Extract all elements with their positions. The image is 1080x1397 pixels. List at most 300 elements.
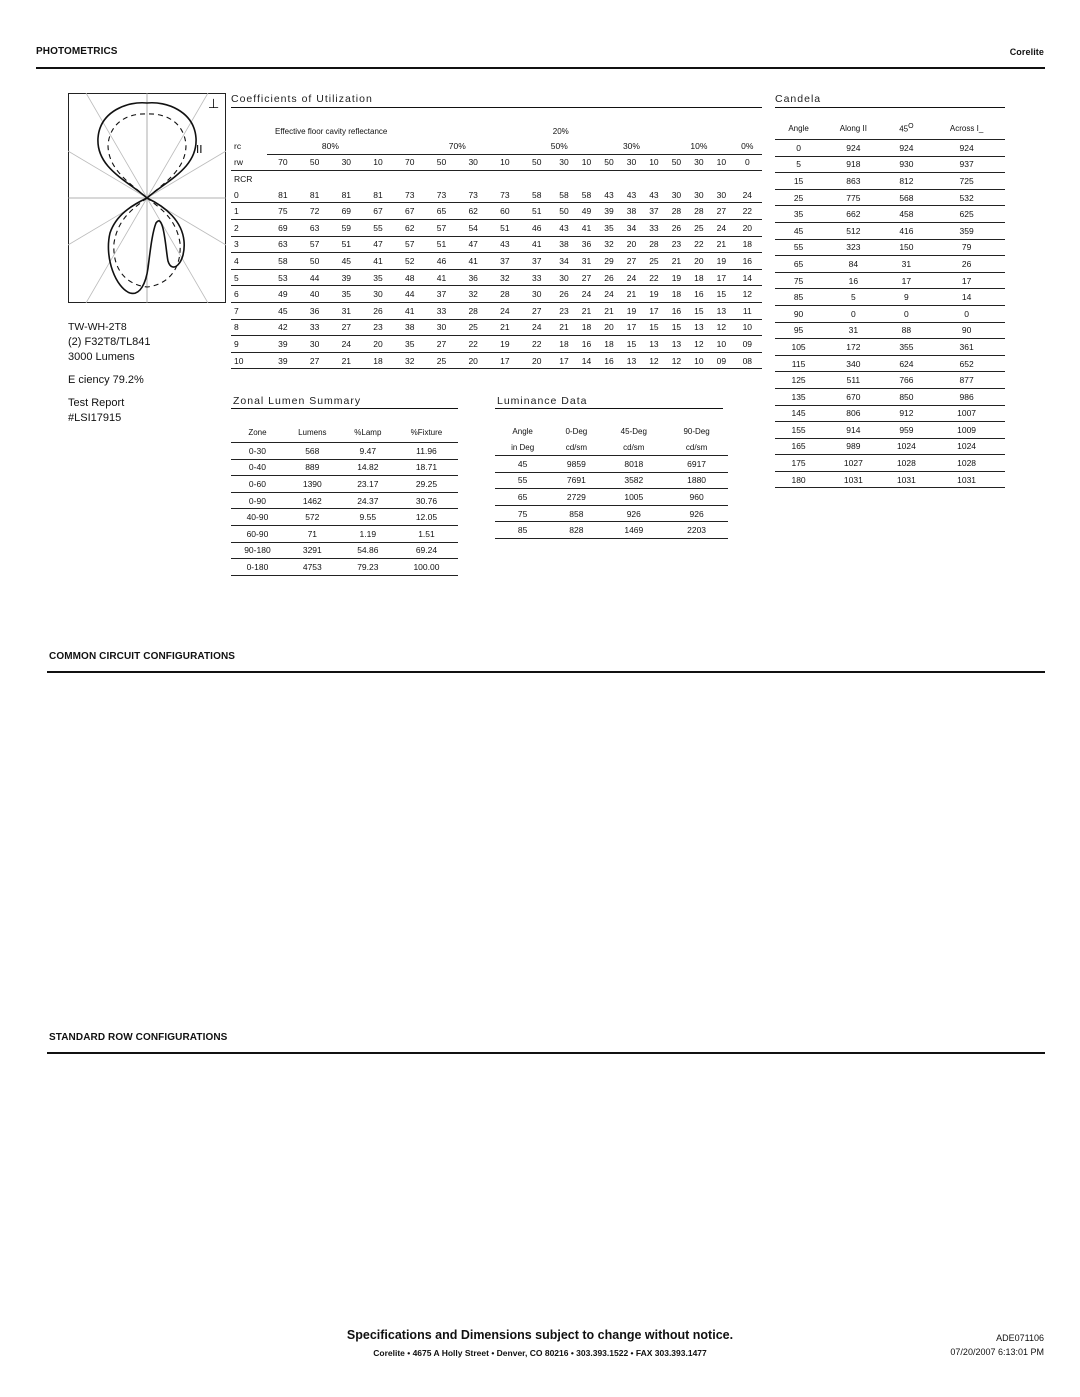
cu-cell: 15 — [620, 336, 642, 353]
candela-body — [775, 140, 1005, 488]
cu-cell: 31 — [575, 253, 597, 270]
candela-header-row — [775, 117, 1005, 140]
candela-cell: 180 — [775, 471, 822, 488]
cu-cell: 73 — [457, 187, 489, 203]
header-rule — [36, 67, 1045, 69]
cu-cell: 30 — [299, 336, 331, 353]
cu-rw-cell: 50 — [665, 154, 687, 171]
cu-rw-cell: 50 — [426, 154, 458, 171]
candela-header-45-text: 45 — [899, 124, 909, 134]
cu-rc-10: 10% — [665, 138, 732, 154]
candela-cell: 937 — [928, 156, 1005, 173]
candela-cell: 670 — [822, 388, 885, 405]
candela-cell: 863 — [822, 173, 885, 190]
luminance-table — [495, 424, 728, 539]
luminance-row — [495, 505, 728, 522]
candela-cell: 85 — [775, 289, 822, 306]
cu-cell: 26 — [553, 286, 575, 303]
candela-header-across: Across I_ — [928, 117, 1005, 140]
cu-cell: 23 — [362, 319, 394, 336]
candela-cell: 416 — [885, 222, 929, 239]
cu-cell: 12 — [665, 352, 687, 369]
cu-cell: 49 — [267, 286, 299, 303]
footer-notice: Specifications and Dimensions subject to change without notice. — [346, 1328, 734, 1342]
luminance-cell: 2729 — [550, 489, 602, 506]
candela-cell: 512 — [822, 222, 885, 239]
zonal-cell: 18.71 — [395, 459, 458, 476]
footer-timestamp: 07/20/2007 6:13:01 PM — [950, 1347, 1044, 1357]
candela-cell: 17 — [928, 272, 1005, 289]
cu-cell: 10 — [710, 336, 732, 353]
cu-cell: 23 — [553, 302, 575, 319]
cu-cell: 39 — [598, 203, 620, 220]
cu-cell: 34 — [553, 253, 575, 270]
zonal-cell: 889 — [284, 459, 341, 476]
cu-cell: 12 — [710, 319, 732, 336]
zonal-cell: 30.76 — [395, 492, 458, 509]
cu-cell: 60 — [489, 203, 521, 220]
zonal-cell: 54.86 — [341, 542, 395, 559]
candela-cell: 155 — [775, 422, 822, 439]
cu-cell: 21 — [489, 319, 521, 336]
candela-row — [775, 405, 1005, 422]
luminance-body — [495, 456, 728, 539]
cu-cell: 21 — [620, 286, 642, 303]
test-report-label: Test Report — [68, 397, 125, 409]
cu-cell: 54 — [457, 219, 489, 236]
candela-cell: 88 — [885, 322, 929, 339]
cu-cell: 30 — [665, 187, 687, 203]
luminance-cell: 926 — [665, 505, 728, 522]
zonal-table-container — [231, 422, 458, 576]
cu-rc-70: 70% — [394, 138, 521, 154]
luminance-header-90deg: 90-Deg — [683, 427, 710, 436]
cu-cell: 16 — [665, 302, 687, 319]
candela-cell: 175 — [775, 455, 822, 472]
cu-rc-30: 30% — [598, 138, 665, 154]
luminance-title-rule — [495, 408, 723, 409]
cu-cell: 9 — [231, 336, 267, 353]
candela-row — [775, 140, 1005, 157]
candela-cell: 125 — [775, 372, 822, 389]
cu-row — [231, 203, 762, 220]
cu-row — [231, 219, 762, 236]
cu-cell: 14 — [575, 352, 597, 369]
candela-cell: 14 — [928, 289, 1005, 306]
cu-cell: 10 — [688, 352, 710, 369]
candela-cell: 145 — [775, 405, 822, 422]
zonal-title: Zonal Lumen Summary — [233, 395, 362, 407]
candela-cell: 55 — [775, 239, 822, 256]
candela-title-rule — [775, 107, 1005, 108]
cu-cell: 31 — [330, 302, 362, 319]
cu-cell: 25 — [457, 319, 489, 336]
zonal-cell: 79.23 — [341, 559, 395, 576]
candela-cell: 45 — [775, 222, 822, 239]
candela-cell: 16 — [822, 272, 885, 289]
zonal-cell: 9.55 — [341, 509, 395, 526]
brand-name: Corelite — [1009, 47, 1044, 57]
cu-cell: 18 — [733, 236, 762, 253]
cu-rw-cell: 10 — [489, 154, 521, 171]
cu-cell: 36 — [299, 302, 331, 319]
cu-cell: 75 — [267, 203, 299, 220]
cu-cell: 38 — [620, 203, 642, 220]
candela-cell: 75 — [775, 272, 822, 289]
cu-cell: 20 — [620, 236, 642, 253]
cu-cell: 81 — [267, 187, 299, 203]
cu-cell: 21 — [330, 352, 362, 369]
cu-cell: 22 — [733, 203, 762, 220]
cu-cell: 09 — [710, 352, 732, 369]
cu-table-container — [231, 124, 762, 369]
cu-cell: 38 — [394, 319, 426, 336]
cu-rw-cell: 10 — [575, 154, 597, 171]
cu-cell: 19 — [710, 253, 732, 270]
cu-cell: 55 — [362, 219, 394, 236]
candela-cell: 766 — [885, 372, 929, 389]
luminance-cell: 828 — [550, 522, 602, 539]
candela-cell: 1024 — [885, 438, 929, 455]
cu-cell: 11 — [733, 302, 762, 319]
candela-row — [775, 272, 1005, 289]
cu-cell: 25 — [688, 219, 710, 236]
zonal-cell: 90-180 — [231, 542, 284, 559]
cu-cell: 30 — [426, 319, 458, 336]
candela-row — [775, 339, 1005, 356]
luminance-sub-cdsm-45: cd/sm — [602, 439, 665, 456]
candela-cell: 924 — [822, 140, 885, 157]
candela-cell: 914 — [822, 422, 885, 439]
cu-cell: 40 — [299, 286, 331, 303]
cu-cell: 73 — [489, 187, 521, 203]
cu-cell: 51 — [426, 236, 458, 253]
candela-cell: 115 — [775, 355, 822, 372]
cu-cell: 43 — [553, 219, 575, 236]
cu-rw-cell: 30 — [330, 154, 362, 171]
cu-cell: 41 — [362, 253, 394, 270]
candela-cell: 9 — [885, 289, 929, 306]
diagram-ray — [147, 151, 226, 198]
cu-rw-cell: 0 — [733, 154, 762, 171]
zonal-cell: 4753 — [284, 559, 341, 576]
cu-body — [231, 187, 762, 369]
candela-row — [775, 189, 1005, 206]
cu-cell: 44 — [394, 286, 426, 303]
cu-cell: 35 — [394, 336, 426, 353]
cu-cell: 62 — [457, 203, 489, 220]
candela-cell: 877 — [928, 372, 1005, 389]
cu-cell: 58 — [553, 187, 575, 203]
cu-cell: 59 — [330, 219, 362, 236]
cu-cell: 30 — [553, 269, 575, 286]
cu-cell: 49 — [575, 203, 597, 220]
cu-cell: 81 — [362, 187, 394, 203]
cu-cell: 15 — [710, 286, 732, 303]
zonal-cell: 0-40 — [231, 459, 284, 476]
cu-cell: 29 — [598, 253, 620, 270]
candela-cell: 959 — [885, 422, 929, 439]
cu-cell: 30 — [710, 187, 732, 203]
cu-cell: 45 — [330, 253, 362, 270]
luminance-header-row — [495, 424, 728, 439]
luminance-cell: 9859 — [550, 456, 602, 473]
cu-floor-row — [231, 124, 762, 138]
candela-cell: 65 — [775, 256, 822, 273]
cu-cell: 26 — [598, 269, 620, 286]
cu-cell: 39 — [267, 336, 299, 353]
luminance-cell: 926 — [602, 505, 665, 522]
cu-cell: 27 — [426, 336, 458, 353]
cu-rc-label: rc — [234, 141, 242, 152]
candela-cell: 172 — [822, 339, 885, 356]
cu-cell: 20 — [688, 253, 710, 270]
cu-cell: 72 — [299, 203, 331, 220]
zonal-cell: 568 — [284, 443, 341, 460]
luminance-title: Luminance Data — [497, 395, 588, 407]
cu-cell: 47 — [362, 236, 394, 253]
cu-cell: 22 — [688, 236, 710, 253]
circuit-rule — [47, 671, 1045, 673]
zonal-cell: 71 — [284, 525, 341, 542]
candela-cell: 0 — [822, 305, 885, 322]
cu-cell: 19 — [665, 269, 687, 286]
cu-cell: 41 — [457, 253, 489, 270]
cu-rw-cell: 70 — [267, 154, 299, 171]
candela-cell: 652 — [928, 355, 1005, 372]
candela-row — [775, 256, 1005, 273]
zonal-cell: 1.51 — [395, 525, 458, 542]
cu-cell: 30 — [521, 286, 553, 303]
candela-table — [775, 117, 1005, 488]
cu-title: Coefficients of Utilization — [231, 93, 373, 105]
candela-cell: 359 — [928, 222, 1005, 239]
candela-cell: 361 — [928, 339, 1005, 356]
cu-cell: 14 — [733, 269, 762, 286]
zonal-body — [231, 443, 458, 576]
cu-cell: 27 — [575, 269, 597, 286]
candela-cell: 15 — [775, 173, 822, 190]
zonal-cell: 11.96 — [395, 443, 458, 460]
zonal-cell: 1462 — [284, 492, 341, 509]
cu-cell: 37 — [643, 203, 665, 220]
cu-cell: 28 — [665, 203, 687, 220]
cu-cell: 21 — [575, 302, 597, 319]
cu-cell: 48 — [394, 269, 426, 286]
fixture-efficiency: E ciency 79.2% — [68, 374, 144, 386]
candela-cell: 458 — [885, 206, 929, 223]
zonal-cell: 24.37 — [341, 492, 395, 509]
candela-row — [775, 388, 1005, 405]
cu-cell: 20 — [733, 219, 762, 236]
luminance-header-angle: Angle — [512, 427, 533, 436]
cu-table — [231, 124, 762, 369]
luminance-header-45deg: 45-Deg — [620, 427, 647, 436]
candela-cell: 924 — [928, 140, 1005, 157]
cu-rw-label: rw — [231, 154, 267, 171]
cu-rw-cell: 30 — [620, 154, 642, 171]
cu-cell: 22 — [457, 336, 489, 353]
cu-cell: 36 — [457, 269, 489, 286]
cu-rcr-row — [231, 171, 762, 187]
cu-cell: 18 — [688, 269, 710, 286]
cu-cell: 63 — [299, 219, 331, 236]
cu-cell: 10 — [733, 319, 762, 336]
cu-rw-cell: 30 — [688, 154, 710, 171]
cu-cell: 8 — [231, 319, 267, 336]
candela-cell: 989 — [822, 438, 885, 455]
luminance-cell: 1880 — [665, 472, 728, 489]
candela-cell: 1028 — [885, 455, 929, 472]
luminance-cell: 85 — [495, 522, 550, 539]
cu-cell: 51 — [330, 236, 362, 253]
luminance-cell: 960 — [665, 489, 728, 506]
candela-cell: 1007 — [928, 405, 1005, 422]
cu-cell: 27 — [620, 253, 642, 270]
candela-cell: 105 — [775, 339, 822, 356]
cu-cell: 24 — [489, 302, 521, 319]
candela-cell: 850 — [885, 388, 929, 405]
cu-cell: 16 — [733, 253, 762, 270]
zonal-row — [231, 492, 458, 509]
cu-cell: 12 — [688, 336, 710, 353]
candela-row — [775, 355, 1005, 372]
candela-row — [775, 222, 1005, 239]
zonal-row — [231, 509, 458, 526]
cu-cell: 50 — [553, 203, 575, 220]
cu-rw-cell: 10 — [710, 154, 732, 171]
cu-cell: 27 — [521, 302, 553, 319]
zonal-title-rule — [231, 408, 458, 409]
cu-cell: 28 — [688, 203, 710, 220]
cu-cell: 33 — [299, 319, 331, 336]
cu-cell: 15 — [643, 319, 665, 336]
luminance-row — [495, 472, 728, 489]
section-title-row: STANDARD ROW CONFIGURATIONS — [49, 1032, 228, 1043]
cu-cell: 18 — [598, 336, 620, 353]
cu-cell: 10 — [231, 352, 267, 369]
candela-cell: 806 — [822, 405, 885, 422]
cu-cell: 37 — [489, 253, 521, 270]
candela-cell: 35 — [775, 206, 822, 223]
cu-cell: 47 — [457, 236, 489, 253]
cu-cell: 41 — [575, 219, 597, 236]
cu-cell: 12 — [733, 286, 762, 303]
cu-cell: 18 — [665, 286, 687, 303]
cu-cell: 24 — [620, 269, 642, 286]
zonal-row — [231, 525, 458, 542]
candela-row — [775, 372, 1005, 389]
zonal-row — [231, 443, 458, 460]
cu-cell: 62 — [394, 219, 426, 236]
cu-cell: 18 — [362, 352, 394, 369]
candela-cell: 625 — [928, 206, 1005, 223]
cu-cell: 20 — [598, 319, 620, 336]
candela-row — [775, 422, 1005, 439]
polar-diagram-svg — [68, 93, 226, 303]
cu-cell: 39 — [267, 352, 299, 369]
candela-cell: 150 — [885, 239, 929, 256]
zonal-cell: 23.17 — [341, 476, 395, 493]
candela-cell: 1027 — [822, 455, 885, 472]
luminance-cell: 7691 — [550, 472, 602, 489]
zonal-header-lumens: Lumens — [284, 422, 341, 443]
cu-cell: 21 — [598, 302, 620, 319]
cu-cell: 17 — [553, 352, 575, 369]
zonal-cell: 9.47 — [341, 443, 395, 460]
candela-cell: 31 — [822, 322, 885, 339]
cu-cell: 2 — [231, 219, 267, 236]
zonal-table — [231, 422, 458, 576]
cu-cell: 27 — [299, 352, 331, 369]
cu-cell: 33 — [643, 219, 665, 236]
cu-cell: 58 — [267, 253, 299, 270]
test-report-number: #LSI17915 — [68, 412, 122, 424]
cu-cell: 41 — [394, 302, 426, 319]
cu-floor-spacer — [231, 124, 267, 138]
zonal-row — [231, 459, 458, 476]
candela-cell: 165 — [775, 438, 822, 455]
cu-cell: 16 — [598, 352, 620, 369]
cu-cell: 20 — [362, 336, 394, 353]
candela-title: Candela — [775, 93, 822, 105]
zonal-cell: 29.25 — [395, 476, 458, 493]
luminance-cell: 6917 — [665, 456, 728, 473]
cu-cell: 43 — [489, 236, 521, 253]
candela-cell: 568 — [885, 189, 929, 206]
candela-cell: 340 — [822, 355, 885, 372]
cu-cell: 25 — [643, 253, 665, 270]
cu-cell: 52 — [394, 253, 426, 270]
candela-cell: 5 — [775, 156, 822, 173]
candela-cell: 924 — [885, 140, 929, 157]
cu-cell: 53 — [267, 269, 299, 286]
cu-row — [231, 187, 762, 203]
zonal-cell: 12.05 — [395, 509, 458, 526]
cu-cell: 24 — [733, 187, 762, 203]
zonal-cell: 60-90 — [231, 525, 284, 542]
candela-cell: 95 — [775, 322, 822, 339]
cu-cell: 57 — [394, 236, 426, 253]
zonal-header-zone: Zone — [231, 422, 284, 443]
cu-cell: 41 — [521, 236, 553, 253]
cu-cell: 43 — [598, 187, 620, 203]
cu-cell: 27 — [330, 319, 362, 336]
candela-cell: 812 — [885, 173, 929, 190]
cu-cell: 67 — [394, 203, 426, 220]
cu-cell: 24 — [521, 319, 553, 336]
cu-floor-label: Effective floor cavity reflectance — [275, 126, 388, 136]
candela-row — [775, 173, 1005, 190]
cu-cell: 35 — [330, 286, 362, 303]
luminance-cell: 1469 — [602, 522, 665, 539]
zonal-cell: 40-90 — [231, 509, 284, 526]
cu-cell: 28 — [457, 302, 489, 319]
section-title-photometrics: PHOTOMETRICS — [36, 46, 118, 57]
candela-cell: 25 — [775, 189, 822, 206]
luminance-row — [495, 489, 728, 506]
cu-cell: 13 — [620, 352, 642, 369]
cu-rw-cell: 50 — [521, 154, 553, 171]
luminance-row — [495, 522, 728, 539]
zonal-cell: 1.19 — [341, 525, 395, 542]
cu-cell: 42 — [267, 319, 299, 336]
cu-cell: 37 — [521, 253, 553, 270]
cu-cell: 69 — [267, 219, 299, 236]
luminance-row — [495, 456, 728, 473]
luminance-sub-cdsm-90: cd/sm — [665, 439, 728, 456]
cu-cell: 36 — [575, 236, 597, 253]
